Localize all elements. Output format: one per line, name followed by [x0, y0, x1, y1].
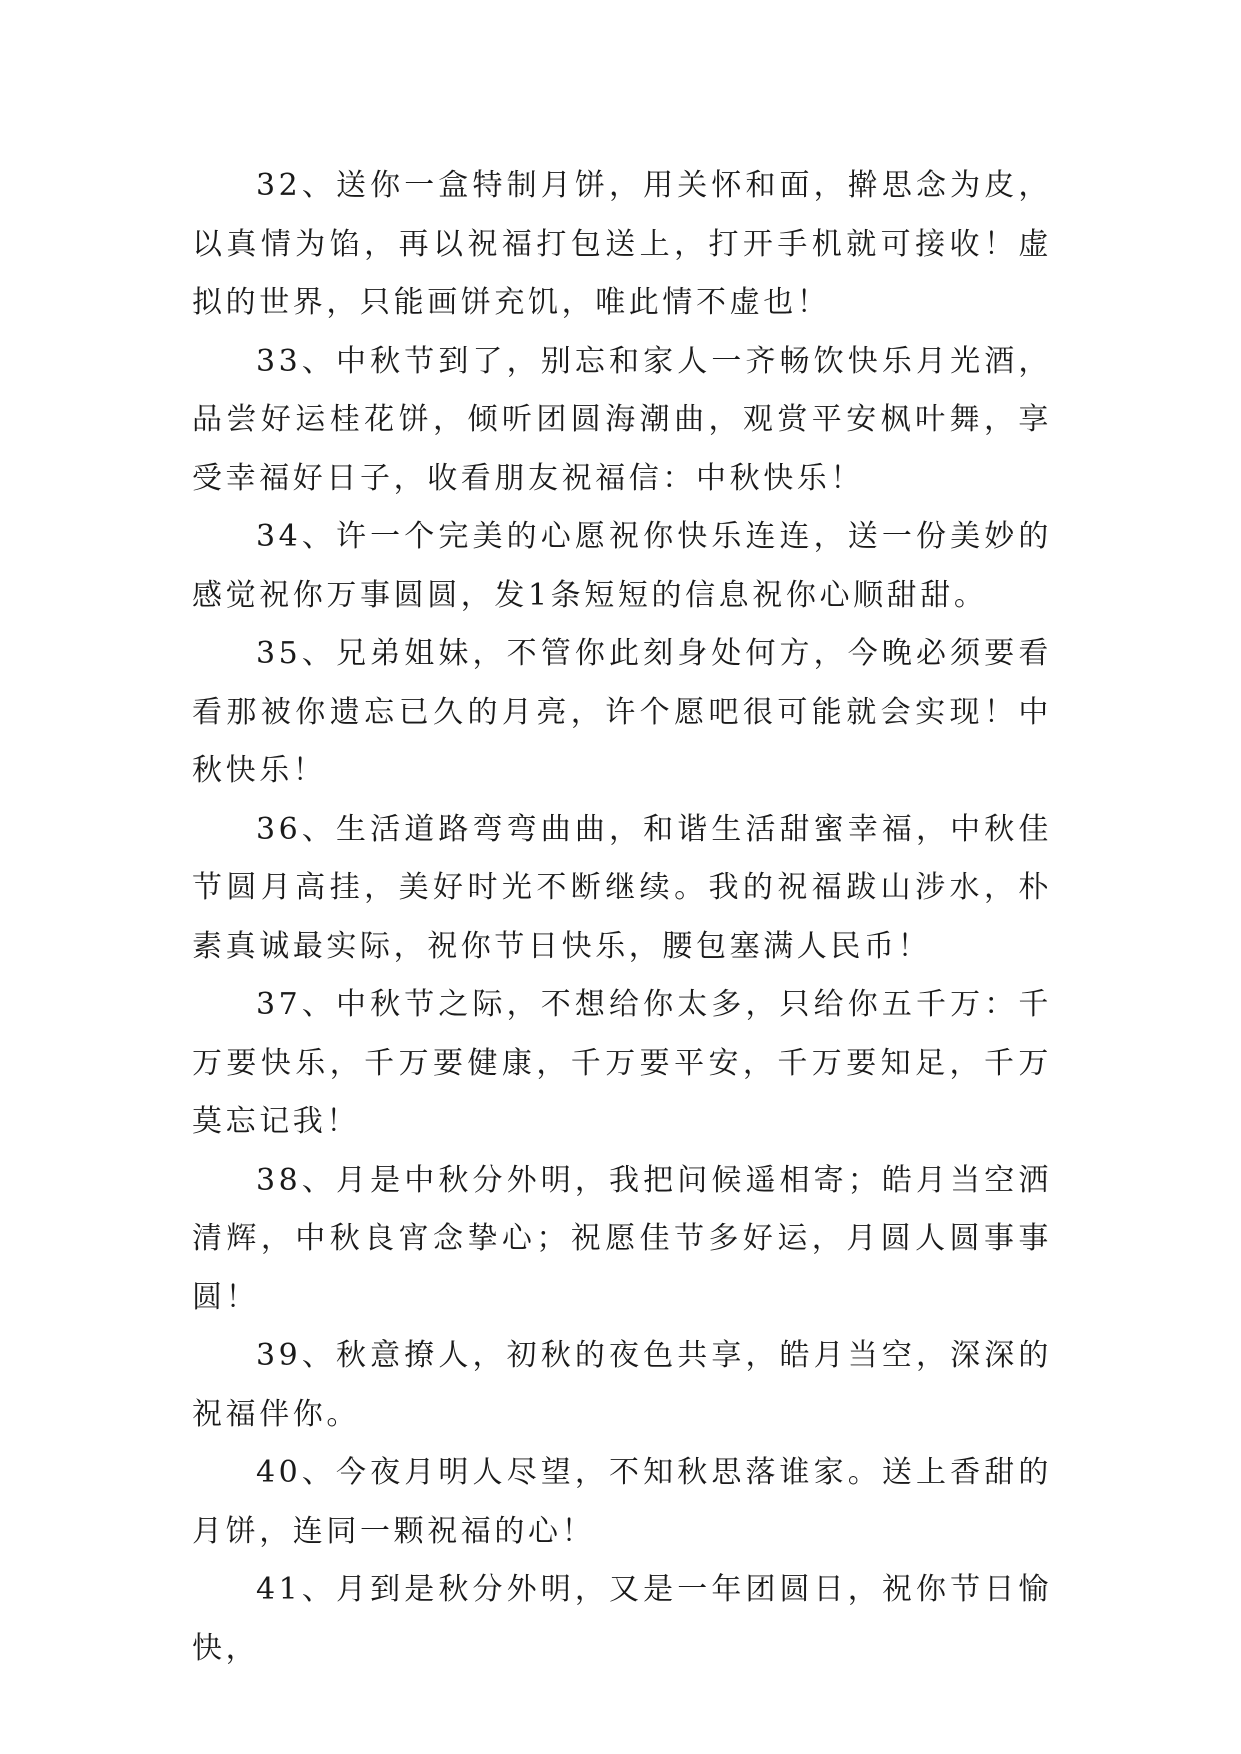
document-body [192, 157, 1052, 1678]
paragraph-38: 38、月是中秋分外明，我把问候遥相寄；皓月当空洒清辉，中秋良宵念挚心；祝愿佳节多好运，月圆人圆事事圆！ [192, 1162, 1052, 1315]
paragraph-32: 32、送你一盒特制月饼，用关怀和面，擀思念为皮，以真情为馅，再以祝福打包送上，打开手机就可接收！虚拟的世界，只能画饼充饥，唯此情不虚也！ [192, 168, 1052, 320]
paragraph-40: 40、今夜月明人尽望，不知秋思落谁家。送上香甜的月饼，连同一颗祝福的心！ [192, 1455, 1052, 1549]
paragraph-33: 33、中秋节到了，别忘和家人一齐畅饮快乐月光酒，品尝好运桂花饼，倾听团圆海潮曲，观赏平安枫叶舞，享受幸福好日子，收看朋友祝福信：中秋快乐！ [192, 343, 1052, 496]
paragraph-36: 36、生活道路弯弯曲曲，和谐生活甜蜜幸福，中秋佳节圆月高挂，美好时光不断继续。我的祝福跋山涉水，朴素真诚最实际，祝你节日快乐，腰包塞满人民币！ [192, 811, 1052, 964]
paragraph-34: 34、许一个完美的心愿祝你快乐连连，送一份美妙的感觉祝你万事圆圆，发1条短短的信息祝你心顺甜甜。 [192, 519, 1052, 613]
paragraph-39: 39、秋意撩人，初秋的夜色共享，皓月当空，深深的祝福伴你。 [192, 1338, 1052, 1432]
paragraph-35: 35、兄弟姐妹，不管你此刻身处何方，今晚必须要看看那被你遗忘已久的月亮，许个愿吧很可能就会实现！中秋快乐！ [192, 636, 1052, 788]
paragraph-37: 37、中秋节之际，不想给你太多，只给你五千万：千万要快乐，千万要健康，千万要平安，千万要知足，千万莫忘记我！ [192, 987, 1052, 1139]
paragraph-41: 41、月到是秋分外明，又是一年团圆日，祝你节日愉快， [192, 1572, 1052, 1666]
